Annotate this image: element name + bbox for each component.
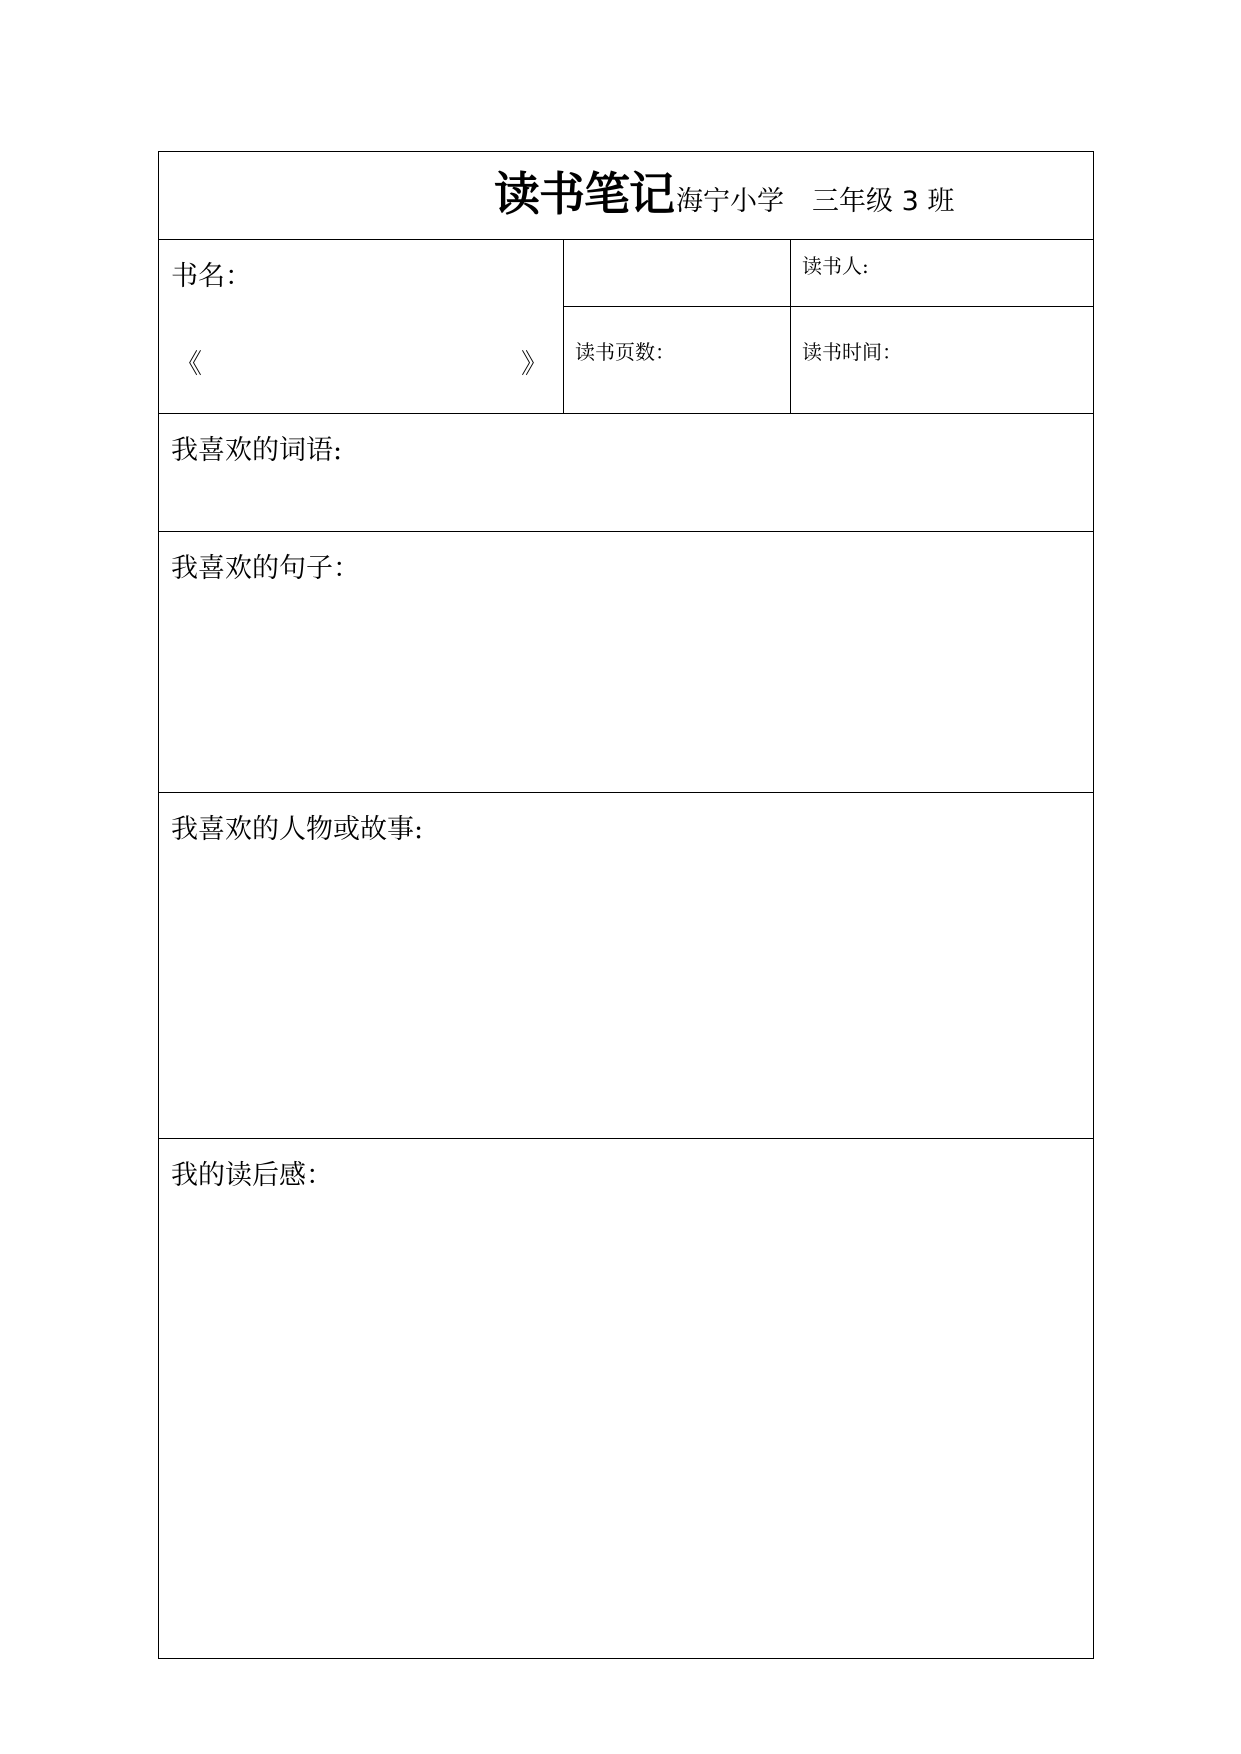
reading-notes-form [158, 151, 1094, 1659]
reader-label: 读书人: [802, 254, 869, 278]
sentences-label: 我喜欢的句子： [171, 553, 360, 584]
divider-horizontal [563, 306, 1093, 307]
divider-vertical-1 [563, 240, 564, 413]
info-row [159, 240, 1093, 414]
story-section [159, 793, 1093, 1139]
divider-vertical-2 [790, 240, 791, 413]
school-name: 海宁小学 [676, 186, 784, 217]
book-open-mark: 《 [175, 349, 202, 380]
title-row [159, 152, 1093, 240]
sentences-section [159, 532, 1093, 793]
book-close-mark: 》 [521, 349, 548, 380]
time-label: 读书时间： [802, 340, 902, 364]
reflection-section [159, 1139, 1093, 1658]
class-name: 三年级 3 班 [812, 186, 955, 217]
pages-label: 读书页数： [575, 340, 675, 364]
words-section [159, 414, 1093, 532]
title-block [494, 158, 954, 224]
page-title: 读书笔记 [494, 167, 674, 221]
book-name-label: 书名： [171, 261, 252, 292]
story-label: 我喜欢的人物或故事: [171, 814, 424, 845]
words-label: 我喜欢的词语: [171, 435, 343, 466]
reflection-label: 我的读后感： [171, 1160, 333, 1191]
